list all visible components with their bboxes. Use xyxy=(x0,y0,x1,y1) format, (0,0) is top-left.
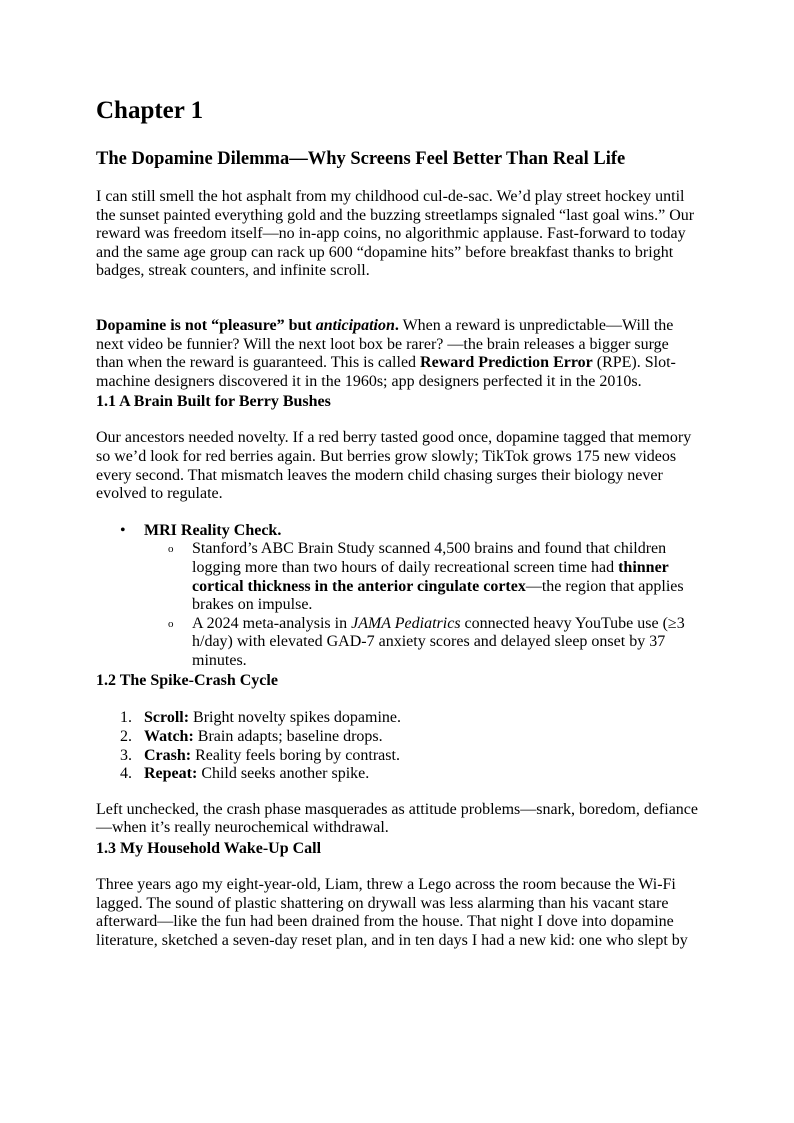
list-item xyxy=(96,522,698,671)
step-number: 2. xyxy=(120,728,132,746)
bullet-label: MRI Reality Check. xyxy=(144,521,282,539)
sub-item-1-bold: thinner cortical thickness in the anterior cingulate cortex xyxy=(192,558,669,595)
spike-crash-steps xyxy=(96,709,698,783)
step-number: 1. xyxy=(120,709,132,727)
spike-crash-summary: Left unchecked, the crash phase masquerades as attitude problems—snark, boredom, defiance—when it’s really neurochemical withdrawal. xyxy=(96,800,698,837)
sub-list-item xyxy=(144,540,698,614)
sub-item-1-end: —the region that applies brakes on impulse. xyxy=(192,577,684,614)
intro-paragraph: I can still smell the hot asphalt from my childhood cul-de-sac. We’d play street hockey until the sunset painted everything gold and the buzzing streetlamps signaled “last goal wins.” Our reward was freedom itself—no in-app coins, no algorithmic applause. Fast-forward to today and the same age group can rack up 600 “dopamine hits” before breakfast thanks to bright badges, streak counters, and infinite scroll. xyxy=(96,188,695,280)
step-text: Brain adapts; baseline drops. xyxy=(193,728,383,746)
section-1-3-paragraph: Three years ago my eight-year-old, Liam, threw a Lego across the room because the Wi-Fi lagged. The sound of plastic shattering on drywall was less alarming than his vacant stare afterward—like the fun had been drained from the house. That night I dove into dopamine literature, sketched a seven-day reset plan, and in ten days I had a new kid: one who slept by xyxy=(96,876,688,949)
step-number: 3. xyxy=(120,746,132,764)
dopamine-lead-emphasis xyxy=(316,317,395,334)
dopamine-lead-end: . xyxy=(394,316,399,334)
step-label: Watch: xyxy=(144,728,194,746)
rpe-term: Reward Prediction Error xyxy=(420,354,593,372)
bullet-marker: • xyxy=(120,521,126,539)
sub-bullet-marker: o xyxy=(168,617,174,630)
sub-bullet-list xyxy=(144,540,698,670)
section-heading-1-3: 1.3 My Household Wake-Up Call xyxy=(96,840,322,858)
dopamine-lead-bold: Dopamine is not “pleasure” but xyxy=(96,316,316,334)
step-label: Scroll: xyxy=(144,709,190,727)
sub-bullet-marker: o xyxy=(168,543,174,556)
dopamine-text-1: When a reward is unpredictable—Will the next video be funnier? Will the next loot box be rarer? —the brain releases a bigger surge than when the reward is guaranteed. This is called xyxy=(96,316,674,372)
chapter-subtitle: The Dopamine Dilemma—Why Screens Feel Better Than Real Life xyxy=(96,149,626,169)
journal-name: JAMA Pediatrics xyxy=(351,614,461,632)
section-heading-1-2: 1.2 The Spike-Crash Cycle xyxy=(96,672,278,690)
list-item xyxy=(96,747,698,766)
mri-bullet-list xyxy=(96,522,698,671)
dopamine-text-2: (RPE). Slot-machine designers discovered it in the 1960s; app designers perfected it in the 2010s. xyxy=(96,354,676,390)
step-text: Bright novelty spikes dopamine. xyxy=(189,709,402,727)
anticipation-term: anticipation xyxy=(315,316,395,334)
list-item xyxy=(96,709,698,728)
sub-item-1-text: Stanford’s ABC Brain Study scanned 4,500 brains and found that children logging more than two hours of daily recreational screen time had xyxy=(192,540,667,576)
step-text: Reality feels boring by contrast. xyxy=(191,746,400,764)
dopamine-paragraph xyxy=(96,317,698,391)
step-number: 4. xyxy=(120,765,132,783)
step-label: Crash: xyxy=(144,746,192,764)
list-item xyxy=(96,728,698,747)
section-heading-1-1: 1.1 A Brain Built for Berry Bushes xyxy=(96,393,331,411)
sub-list-item xyxy=(144,615,698,671)
sub-item-2-end: connected heavy YouTube use (≥3 h/day) with elevated GAD-7 anxiety scores and delayed sleep onset by 37 minutes. xyxy=(192,614,685,669)
step-text: Child seeks another spike. xyxy=(197,765,370,783)
step-label: Repeat: xyxy=(144,765,198,783)
list-item xyxy=(96,765,698,784)
section-1-1-paragraph: Our ancestors needed novelty. If a red berry tasted good once, dopamine tagged that memory so we’d look for red berries again. But berries grow slowly; TikTok grows 175 new videos every second. That mismatch leaves the modern child chasing surges their biology never evolved to regulate. xyxy=(96,429,692,503)
sub-item-2-text: A 2024 meta-analysis in xyxy=(192,614,352,632)
chapter-title: Chapter 1 xyxy=(96,97,204,124)
